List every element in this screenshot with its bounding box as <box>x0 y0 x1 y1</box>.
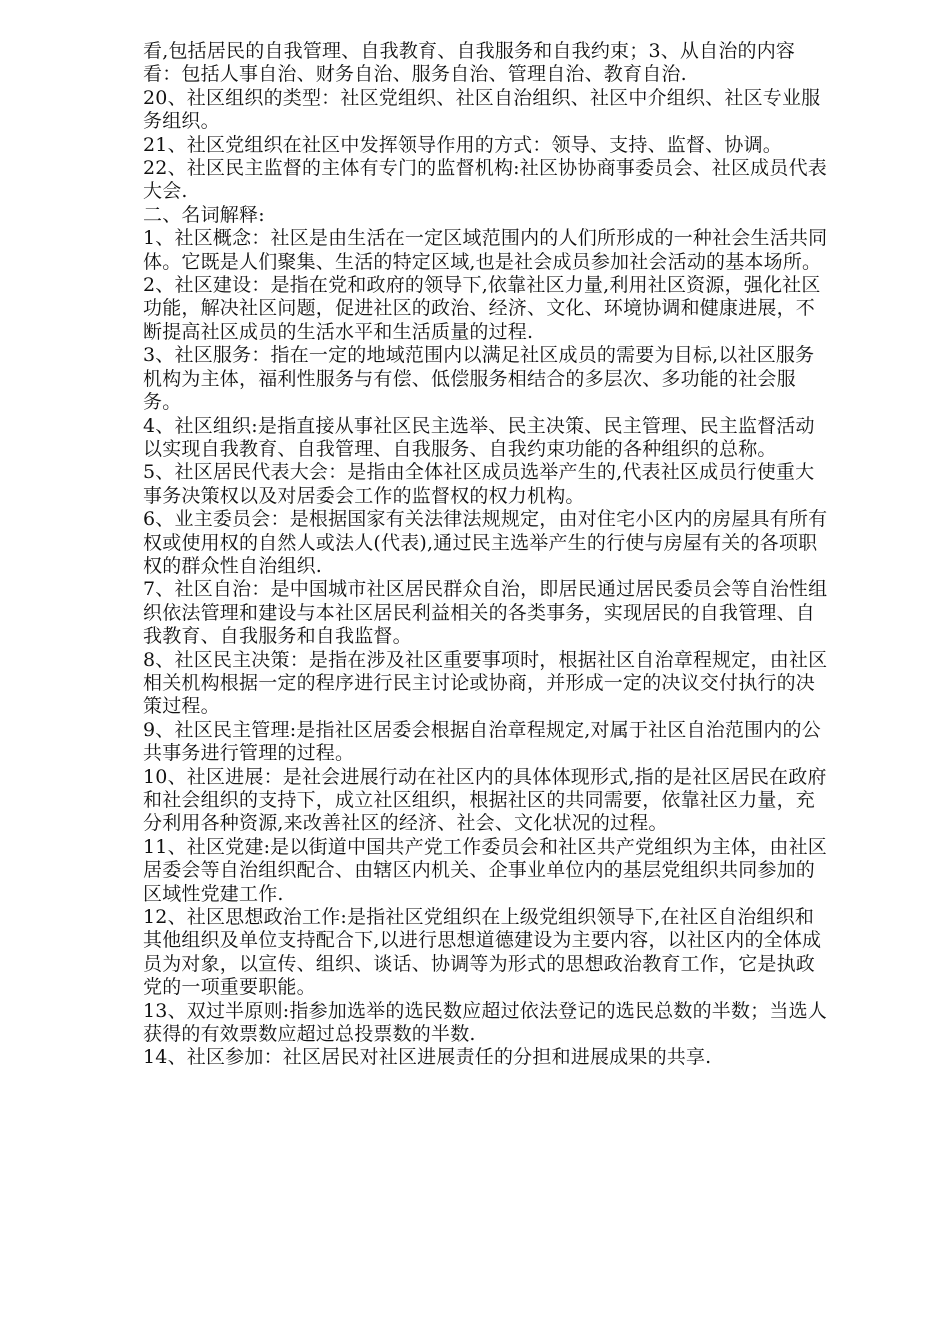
definition-14: 14、社区参加：社区居民对社区进展责任的分担和进展成果的共享. <box>143 1046 712 1069</box>
definition-3: 3、社区服务：指在一定的地域范围内以满足社区成员的需要为目标,以社区服务机构为主体，福利性服务与有偿、低偿服务相结合的多层次、多功能的社会服务。 <box>143 344 815 414</box>
definition-8: 8、社区民主决策：是指在涉及社区重要事项时，根据社区自治章程规定，由社区相关机构根据一定的程序进行民主讨论或协商，并形成一定的决议交付执行的决策过程。 <box>143 648 828 718</box>
definition-13: 13、双过半原则:指参加选举的选民数应超过依法登记的选民总数的半数；当选人获得的有效票数应超过总投票数的半数. <box>143 999 827 1046</box>
definition-7: 7、社区自治：是中国城市社区居民群众自治，即居民通过居民委员会等自治性组织依法管理和建设与本社区居民利益相关的各类事务，实现居民的自我管理、自我教育、自我服务和自我监督。 <box>143 578 828 648</box>
definition-6: 6、业主委员会：是根据国家有关法律法规规定，由对住宅小区内的房屋具有所有权或使用权的自然人或法人(代表),通过民主选举产生的行使与房屋有关的各项职权的群众性自治组织. <box>143 508 828 577</box>
paragraph-self-governance-content: 看,包括居民的自我管理、自我教育、自我服务和自我约束；3、从自治的内容看：包括人事自治、财务自治、服务自治、管理自治、教育自治. <box>143 40 796 86</box>
definition-11: 11、社区党建:是以街道中国共产党工作委员会和社区共产党组织为主体，由社区居委会等自治组织配合、由辖区内机关、企事业单位内的基层党组织共同参加的区域性党建工作. <box>143 835 827 905</box>
definition-12: 12、社区思想政治工作:是指社区党组织在上级党组织领导下,在社区自治组织和其他组织及单位支持配合下,以进行思想道德建设为主要内容，以社区内的全体成员为对象，以宣传、组织、谈话、协调等为形式的思想政治教育工作，它是执政党的一项重要职能。 <box>143 906 822 999</box>
paragraph-item-20: 20、社区组织的类型：社区党组织、社区自治组织、社区中介组织、社区专业服务组织。 <box>143 86 821 133</box>
definition-10: 10、社区进展：是社会进展行动在社区内的具体体现形式,指的是社区居民在政府和社会组织的支持下，成立社区组织，根据社区的共同需要，依靠社区力量，充分利用各种资源,来改善社区的经济、社会、文化状况的过程。 <box>143 765 827 835</box>
paragraph-item-22: 22、社区民主监督的主体有专门的监督机构:社区协协商事委员会、社区成员代表大会. <box>143 157 827 203</box>
definition-9: 9、社区民主管理:是指社区居委会根据自治章程规定,对属于社区自治范围内的公共事务进行管理的过程。 <box>143 718 821 765</box>
definition-4: 4、社区组织:是指直接从事社区民主选举、民主决策、民主管理、民主监督活动以实现自我教育、自我管理、自我服务、自我约束功能的各种组织的总称。 <box>143 414 815 460</box>
paragraph-item-21: 21、社区党组织在社区中发挥领导作用的方式：领导、支持、监督、协调。 <box>143 133 782 156</box>
section-heading-term-definitions: 二、名词解释: <box>143 203 265 226</box>
definition-2: 2、社区建设：是指在党和政府的领导下,依靠社区力量,利用社区资源，强化社区功能，解决社区问题，促进社区的政治、经济、文化、环境协调和健康进展，不断提高社区成员的生活水平和生活质量的过程. <box>143 274 821 343</box>
definition-1: 1、社区概念：社区是由生活在一定区域范围内的人们所形成的一种社会生活共同体。它既是人们聚集、生活的特定区域,也是社会成员参加社会活动的基本场所。 <box>143 227 828 273</box>
document-body <box>143 40 833 1070</box>
definition-5: 5、社区居民代表大会：是指由全体社区成员选举产生的,代表社区成员行使重大事务决策权以及对居委会工作的监督权的权力机构。 <box>143 461 815 507</box>
